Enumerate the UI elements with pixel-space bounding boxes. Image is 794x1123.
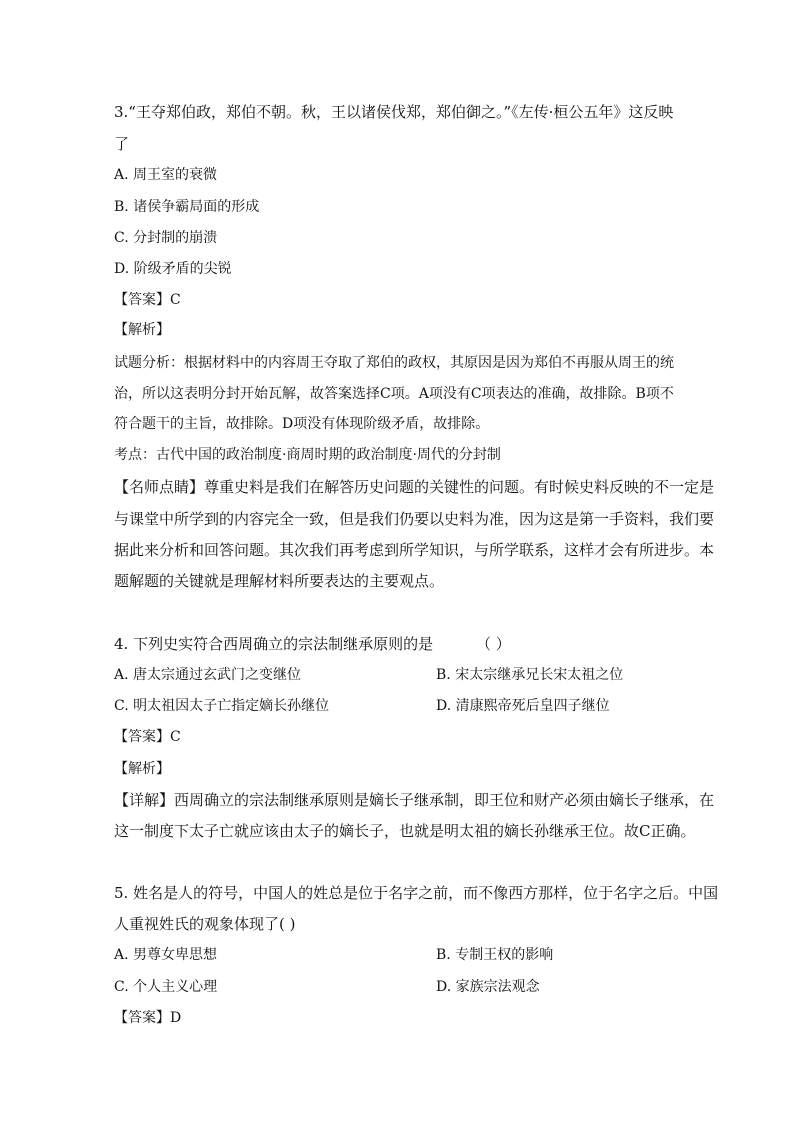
q3-tips-line: 据此来分析和回答问题。其次我们再考虑到所学知识，与所学联系，这样才会有所进步。本	[114, 541, 715, 559]
q5-option-a: A. 男尊女卑思想	[114, 947, 218, 963]
q3-analysis-heading: 【解析】	[114, 322, 170, 338]
q4-option-b: B. 宋太宗继承兄长宋太祖之位	[436, 667, 624, 683]
q3-tips-line: 【名师点睛】尊重史料是我们在解答历史问题的关键性的问题。有时候史料反映的不一定是	[114, 478, 715, 496]
q3-exam-point: 考点：古代中国的政治制度·商周时期的政治制度·周代的分封制	[114, 447, 501, 463]
q4-option-a: A. 唐太宗通过玄武门之变继位	[114, 667, 302, 683]
q4-answer: 【答案】C	[114, 729, 181, 745]
q3-analysis-line: 治，所以这表明分封开始瓦解，故答案选择C项。A项没有C项表达的准确，故排除。B项不	[114, 386, 674, 402]
q4-option-d: D. 清康熙帝死后皇四子继位	[436, 698, 610, 714]
q3-stem-line2: 了	[114, 135, 130, 153]
q4-option-c: C. 明太祖因太子亡指定嫡长孙继位	[114, 698, 330, 714]
q5-stem-line1: 5. 姓名是人的符号，中国人的姓总是位于名字之前，而不像西方那样，位于名字之后。中国	[114, 884, 719, 902]
q5-option-b: B. 专制王权的影响	[436, 947, 554, 963]
q3-tips-line: 与课堂中所学到的内容完全一致，但是我们仍要以史料为准，因为这是第一手资料，我们要	[114, 510, 715, 528]
q3-stem-line1: 3.“王夺郑伯政，郑伯不朝。秋，王以诸侯伐郑，郑伯御之。”《左传·桓公五年》这反映	[114, 103, 674, 121]
q3-option-a: A. 周王室的衰微	[114, 167, 218, 183]
q3-analysis-line: 符合题干的主旨，故排除。D项没有体现阶级矛盾，故排除。	[114, 416, 490, 432]
q5-answer: 【答案】D	[114, 1010, 182, 1026]
q4-detail-line: 这一制度下太子亡就应该由太子的嫡长子，也就是明太祖的嫡长孙继承王位。故C正确。	[114, 822, 696, 840]
q3-analysis-line: 试题分析：根据材料中的内容周王夺取了郑伯的政权，其原因是因为郑伯不再服从周王的统	[114, 355, 674, 371]
q4-analysis-heading: 【解析】	[114, 761, 170, 777]
q3-tips-line: 题解题的关键就是理解材料所要表达的主要观点。	[114, 572, 445, 590]
q3-answer: 【答案】C	[114, 292, 181, 308]
q5-stem-line2: 人重视姓氏的观象体现了( )	[114, 915, 296, 933]
q3-option-d: D. 阶级矛盾的尖锐	[114, 261, 232, 277]
q4-stem: 4. 下列史实符合西周确立的宗法制继承原则的是	[114, 635, 434, 653]
q5-option-c: C. 个人主义心理	[114, 979, 218, 995]
q4-detail-line: 【详解】西周确立的宗法制继承原则是嫡长子继承制，即王位和财产必须由嫡长子继承，在	[114, 791, 715, 809]
q4-answer-bracket: （ ）	[476, 635, 511, 653]
q3-option-b: B. 诸侯争霸局面的形成	[114, 199, 260, 215]
q3-option-c: C. 分封制的崩溃	[114, 230, 218, 246]
q5-option-d: D. 家族宗法观念	[436, 979, 540, 995]
